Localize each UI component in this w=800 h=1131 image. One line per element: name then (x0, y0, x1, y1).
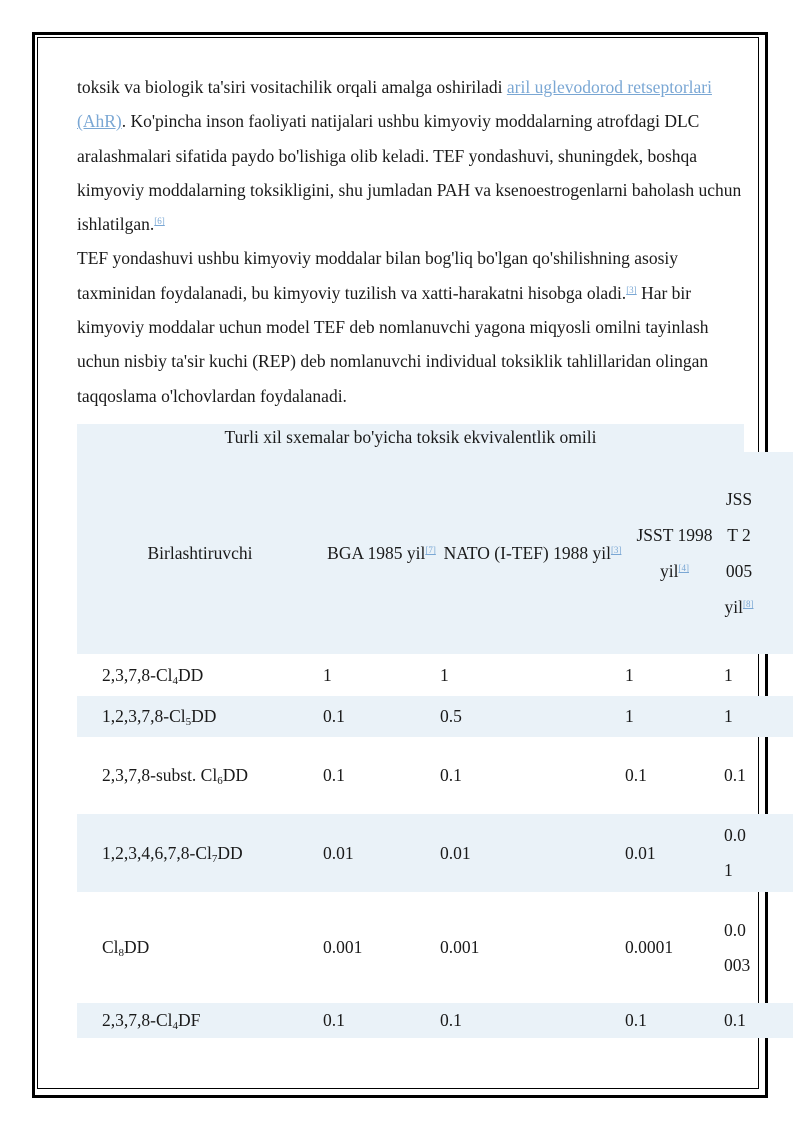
compound-suffix: DD (178, 664, 204, 685)
header-bga-1985 (323, 452, 440, 654)
jsst2005-cell (724, 1003, 793, 1038)
compound-subscript: 7 (211, 852, 218, 865)
citation-8-link[interactable]: [8] (742, 599, 754, 609)
jsst2005-value: 0.01 (724, 825, 746, 880)
bga-value: 0.1 (323, 1010, 345, 1030)
citation-7-link[interactable]: [7] (425, 545, 436, 555)
paragraph-1-text-a: toksik va biologik ta'siri vositachilik orqali amalga oshiriladi (77, 77, 507, 97)
paragraph-2-text-a: TEF yondashuvi ushbu kimyoviy moddalar bilan bog'liq bo'lgan qo'shilishning asosiy taxminidan foydalanadi, bu kimyoviy tuzilish va xatti-harakatni hisobga oladi. (77, 248, 679, 303)
compound-cell (77, 892, 323, 1003)
header-jsst-2005 (724, 452, 793, 654)
compound-cell (77, 814, 323, 892)
jsst2005-cell (724, 737, 793, 814)
header-jsst1998-label: JSST 1998 yil (636, 525, 713, 581)
bga-value: 0.1 (323, 765, 345, 785)
table-row (77, 654, 793, 696)
table-row (77, 814, 793, 892)
table-row (77, 696, 793, 737)
jsst1998-value: 1 (625, 706, 634, 726)
bga-value: 0.01 (323, 842, 354, 863)
jsst2005-cell (724, 892, 793, 1003)
compound-subscript: 4 (172, 674, 178, 687)
compound-suffix: DD (191, 706, 217, 726)
header-jsst2005-wrap (724, 481, 754, 625)
nato-value: 0.01 (440, 842, 471, 863)
jsst2005-cell (724, 654, 793, 696)
compound-cell (77, 696, 323, 737)
header-bga-label: BGA 1985 yil (327, 543, 426, 563)
table-caption: Turli xil sxemalar bo'yicha toksik ekvivalentlik omili (77, 424, 744, 452)
compound-subscript: 5 (185, 716, 192, 728)
citation-6-link[interactable]: [6] (154, 216, 165, 227)
paragraph-1-text-b: . Ko'pincha inson faoliyati natijalari ushbu kimyoviy moddalarning atrofdagi DLC aralashmalari sifatida paydo bo'lishiga olib keladi. TEF yondashuvi, shuningdek, boshqa kimyoviy moddalarning toksikligini, shu jumladan PAH va ksenoestrogenlarni baholash uchun ishlatilgan. (77, 111, 742, 235)
tef-table (77, 424, 793, 1038)
table-row (77, 892, 793, 1003)
table-header-row (77, 452, 793, 654)
tef-table-container (77, 424, 754, 1048)
compound-name: 2,3,7,8-subst. Cl (102, 765, 218, 785)
jsst2005-value: 0.1 (724, 1010, 746, 1030)
compound-suffix: DD (222, 765, 249, 785)
compound-name: 1,2,3,4,6,7,8-Cl (102, 842, 212, 863)
paragraph-2 (77, 241, 747, 412)
compound-cell (77, 1003, 323, 1038)
compound-subscript: 4 (172, 1020, 178, 1032)
compound-suffix: DD (217, 842, 243, 863)
paragraph-2-text-b: Har bir kimyoviy moddalar uchun model TEF deb nomlanuvchi yagona miqyosli omilni tayinlash uchun nisbiy ta'sir kuchi (REP) deb nomlanuvchi individual toksiklik tahlillaridan olingan taqqoslama o'lchovlardan foydalanadi. (77, 282, 709, 406)
nato-value: 0.1 (440, 1010, 462, 1030)
body-text (77, 70, 747, 413)
paragraph-1 (77, 70, 747, 241)
nato-value: 1 (440, 664, 449, 685)
bga-value: 1 (323, 664, 332, 685)
bga-value: 0.1 (323, 706, 345, 726)
jsst1998-value: 0.0001 (625, 937, 674, 957)
compound-subscript: 8 (118, 947, 125, 959)
nato-value: 0.1 (440, 765, 462, 785)
compound-subscript: 6 (217, 775, 223, 787)
jsst2005-value: 1 (724, 664, 733, 685)
jsst2005-value: 0.0003 (724, 919, 751, 975)
header-jsst-1998 (625, 452, 724, 654)
jsst2005-value: 1 (724, 706, 733, 726)
citation-3b-link[interactable]: [3] (610, 545, 622, 555)
compound-suffix: DF (178, 1010, 201, 1030)
compound-name: Cl (102, 937, 119, 957)
header-nato-1988 (440, 452, 625, 654)
nato-value: 0.001 (440, 937, 480, 957)
jsst2005-value: 0.1 (724, 765, 746, 785)
jsst1998-value: 0.01 (625, 842, 656, 863)
ahr-link[interactable]: aril uglevodorod retseptorlari (AhR) (77, 77, 712, 132)
compound-cell (77, 737, 323, 814)
jsst1998-value: 0.1 (625, 765, 647, 785)
jsst2005-cell (724, 696, 793, 737)
citation-3-link[interactable]: [3] (626, 284, 637, 295)
jsst2005-cell (724, 814, 793, 892)
compound-name: 2,3,7,8-Cl (102, 664, 173, 685)
compound-name: 1,2,3,7,8-Cl (102, 706, 186, 726)
compound-cell (77, 654, 323, 696)
compound-suffix: DD (124, 937, 150, 957)
header-nato-label: NATO (I-TEF) 1988 yil (443, 543, 611, 563)
compound-name: 2,3,7,8-Cl (102, 1010, 173, 1030)
jsst1998-value: 1 (625, 664, 634, 685)
jsst1998-value: 0.1 (625, 1010, 647, 1030)
header-compound: Birlashtiruvchi (147, 543, 253, 563)
table-row (77, 737, 793, 814)
header-jsst2005-label: JSST 2005 yil (724, 489, 753, 617)
table-row (77, 1003, 793, 1038)
citation-4-link[interactable]: [4] (678, 563, 689, 573)
nato-value: 0.5 (440, 706, 462, 726)
bga-value: 0.001 (323, 937, 363, 957)
